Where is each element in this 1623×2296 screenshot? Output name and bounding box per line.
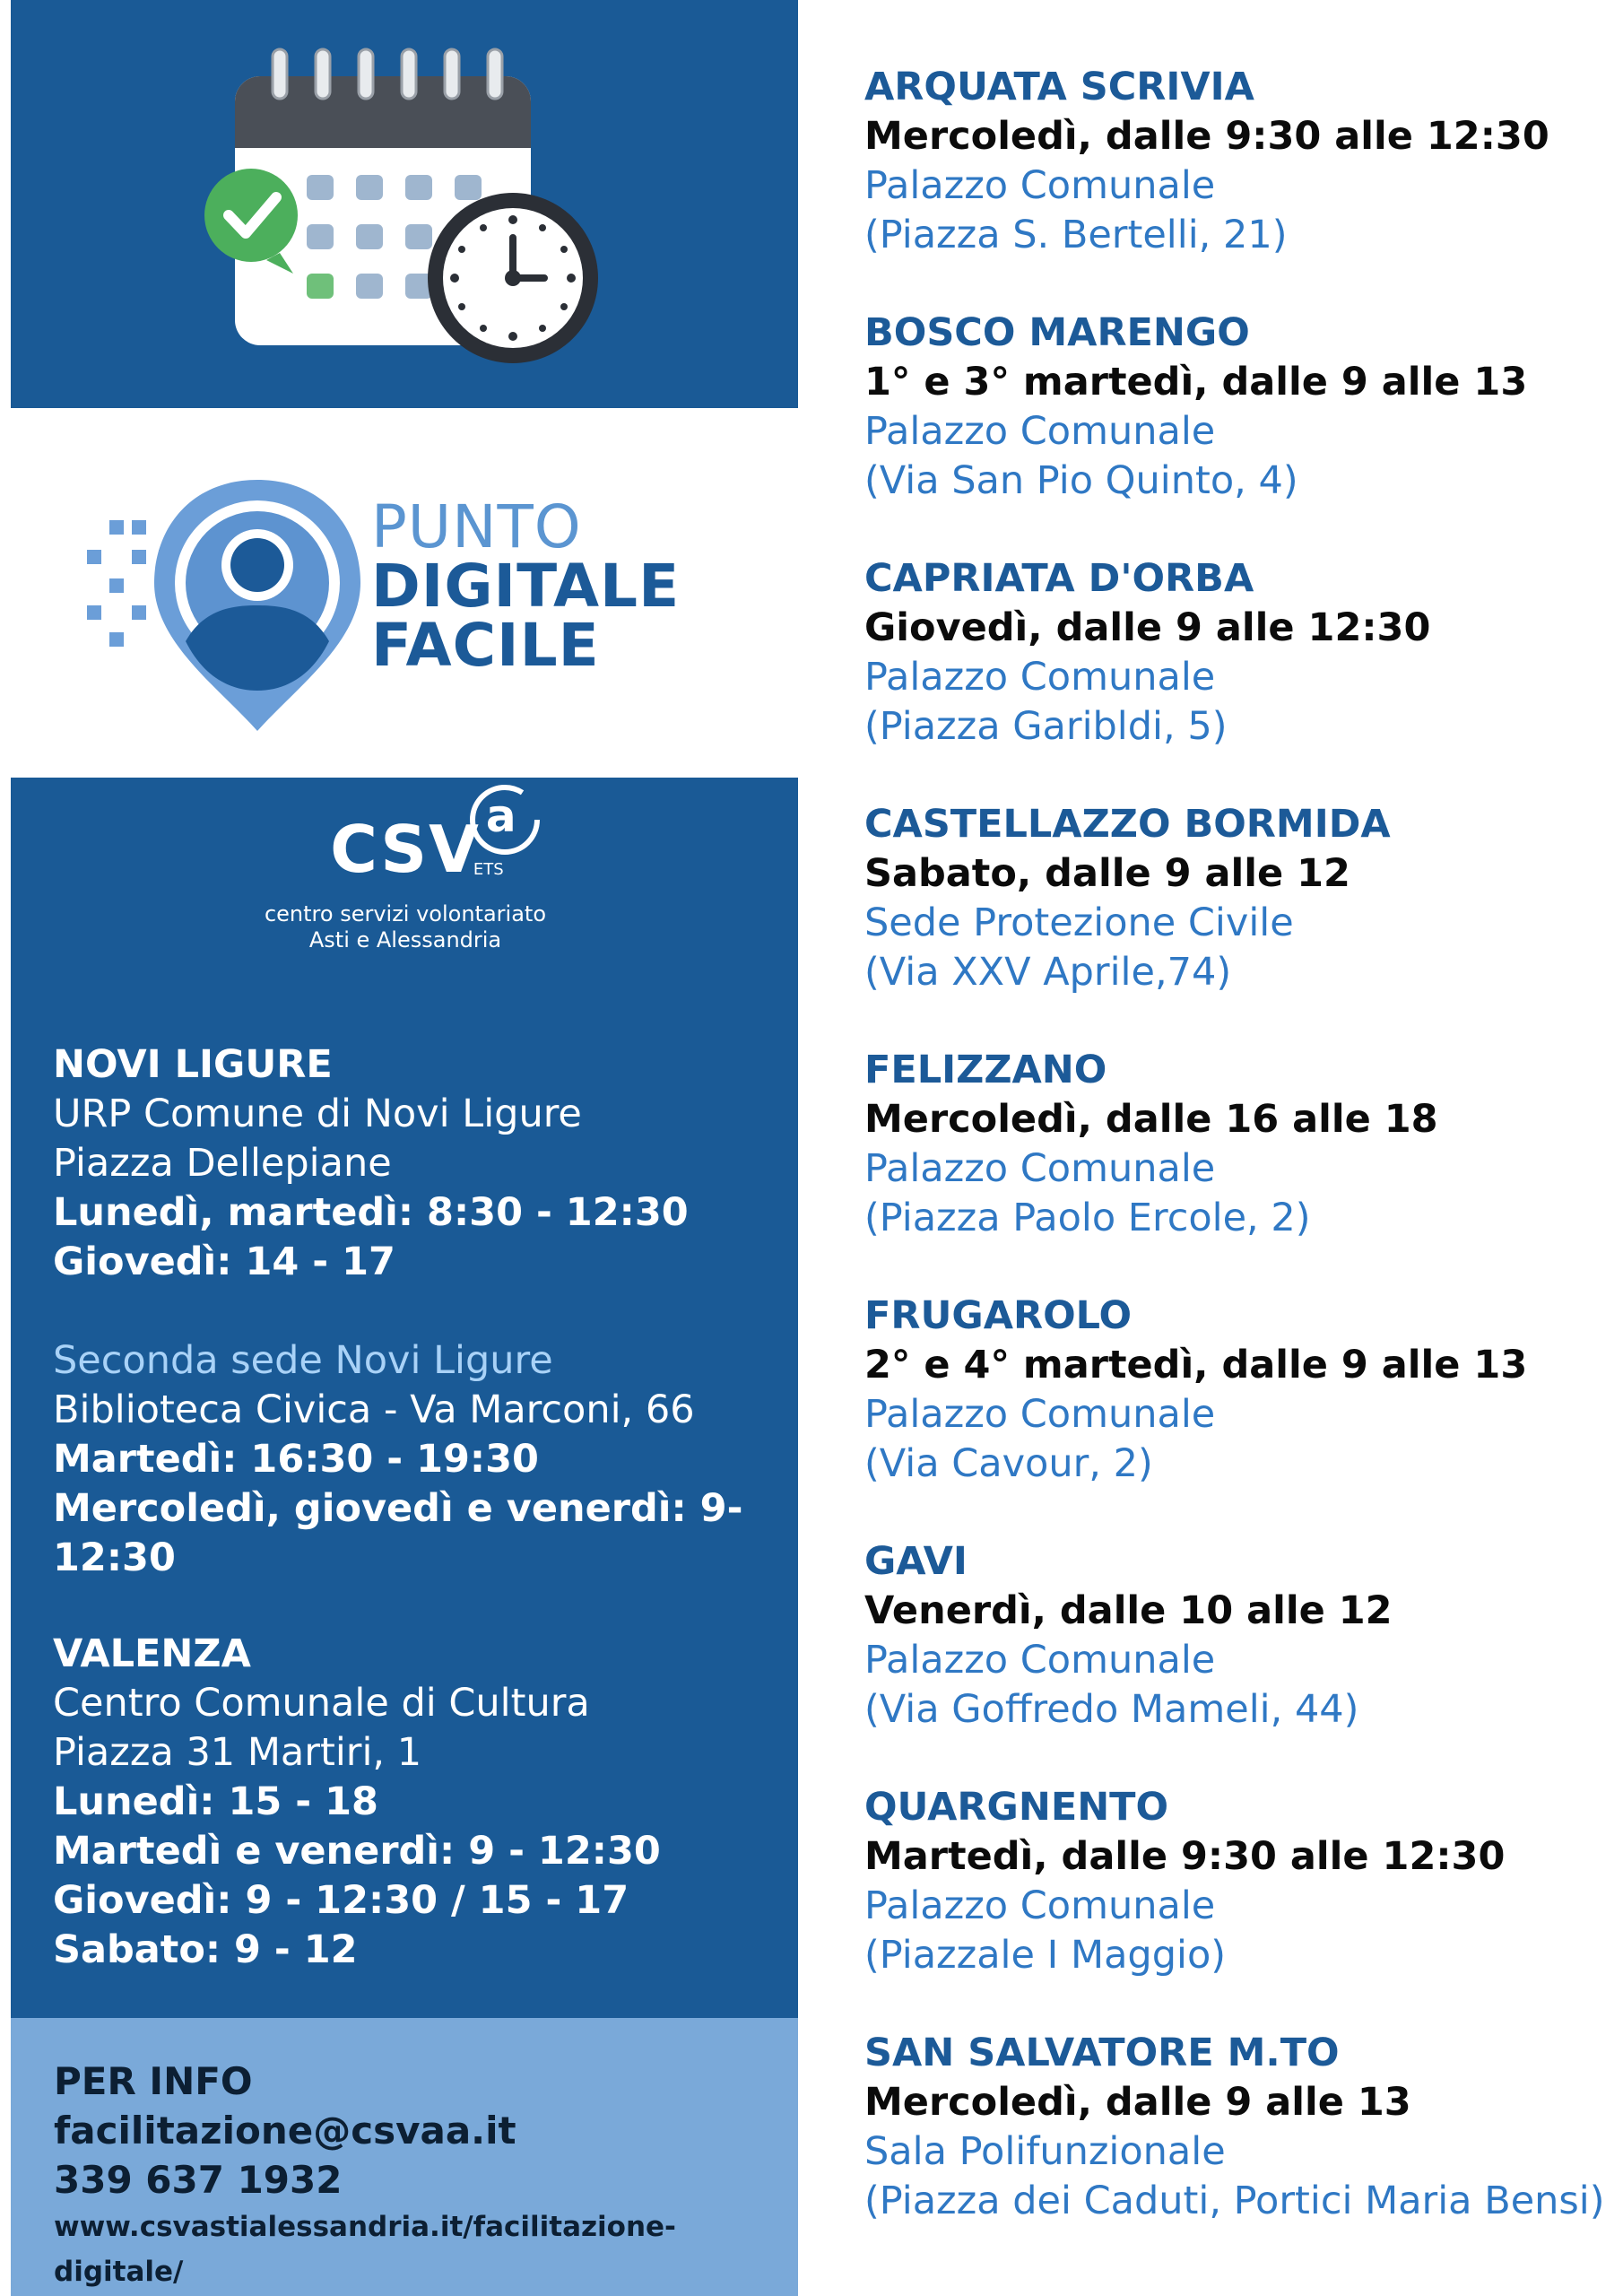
location-address: (Piazza Garibldi, 5) (864, 704, 1228, 749)
location-item (864, 554, 1609, 800)
csv-logo-mark: CSV (330, 812, 481, 887)
location-address: (Piazza dei Caduti, Portici Maria Bensi) (864, 2179, 1605, 2223)
location-time: Martedì, dalle 9:30 alle 12:30 (864, 1834, 1506, 1879)
info-title: PER INFO (54, 2059, 253, 2103)
calendar-panel (11, 0, 798, 408)
punto-digitale-facile-wordmark (371, 492, 681, 680)
valenza-addr: Piazza 31 Martiri, 1 (53, 1730, 422, 1775)
location-name: FRUGAROLO (864, 1293, 1133, 1338)
location-name: GAVI (864, 1539, 968, 1584)
location-item (864, 1046, 1609, 1292)
info-phone[interactable]: 339 637 1932 (54, 2158, 343, 2202)
info-url[interactable]: www.csvastialessandria.it/facilitazione-digitale/ (54, 2211, 676, 2288)
location-item (864, 63, 1609, 309)
info-email[interactable]: facilitazione@csvaa.it (54, 2109, 516, 2152)
csv-subtitle-2: Asti e Alessandria (308, 927, 502, 952)
novi-name: NOVI LIGURE (53, 1042, 333, 1087)
location-name: CASTELLAZZO BORMIDA (864, 802, 1391, 847)
novi-ligure-block (53, 1040, 798, 1583)
left-column (11, 0, 798, 2296)
csv-logo-ets: ETS (473, 860, 504, 879)
location-time: Mercoledì, dalle 16 alle 18 (864, 1097, 1438, 1142)
main-info-panel (11, 778, 798, 2018)
location-name: QUARGNENTO (864, 1785, 1169, 1830)
location-time: Sabato, dalle 9 alle 12 (864, 851, 1350, 896)
location-name: CAPRIATA D'ORBA (864, 556, 1254, 601)
location-place: Palazzo Comunale (864, 1146, 1216, 1191)
location-address: (Via San Pio Quinto, 4) (864, 458, 1298, 503)
novi-second-hours-2: Mercoledì, giovedì e venerdì: 9-12:30 (53, 1486, 743, 1580)
valenza-hours-3: Giovedì: 9 - 12:30 / 15 - 17 (53, 1878, 629, 1923)
location-place: Palazzo Comunale (864, 1883, 1216, 1928)
location-name: FELIZZANO (864, 1048, 1107, 1092)
location-place: Palazzo Comunale (864, 1392, 1216, 1437)
csv-subtitle-1: centro servizi volontariato (264, 901, 547, 926)
valenza-hours-4: Sabato: 9 - 12 (53, 1927, 358, 1972)
location-place: Sala Polifunzionale (864, 2129, 1226, 2174)
novi-addr: Piazza Dellepiane (53, 1141, 392, 1186)
location-place: Palazzo Comunale (864, 163, 1216, 208)
valenza-place: Centro Comunale di Cultura (53, 1681, 590, 1726)
location-item (864, 800, 1609, 1046)
location-time: Mercoledì, dalle 9 alle 13 (864, 2080, 1411, 2125)
novi-place: URP Comune di Novi Ligure (53, 1091, 582, 1136)
location-item (864, 309, 1609, 554)
location-item (864, 1292, 1609, 1537)
location-item (864, 1783, 1609, 2029)
novi-hours-1: Lunedì, martedì: 8:30 - 12:30 (53, 1190, 689, 1235)
wordmark-line-facile: FACILE (371, 611, 600, 680)
location-place: Palazzo Comunale (864, 409, 1216, 454)
location-address: (Via Cavour, 2) (864, 1441, 1153, 1486)
novi-second-hours-1: Martedì: 16:30 - 19:30 (53, 1437, 539, 1482)
location-time: 2° e 4° martedì, dalle 9 alle 13 (864, 1343, 1528, 1387)
valenza-name: VALENZA (53, 1631, 251, 1676)
wordmark-line-punto: PUNTO (371, 492, 582, 561)
novi-second-title: Seconda sede Novi Ligure (53, 1338, 553, 1383)
punto-digitale-logo (11, 408, 798, 778)
location-address: (Piazza Paolo Ercole, 2) (864, 1196, 1311, 1240)
location-name: ARQUATA SCRIVIA (864, 65, 1254, 109)
location-place: Palazzo Comunale (864, 655, 1216, 700)
calendar-check-clock-icon (11, 0, 798, 408)
location-name: BOSCO MARENGO (864, 310, 1250, 355)
novi-hours-2: Giovedì: 14 - 17 (53, 1239, 395, 1284)
location-place: Sede Protezione Civile (864, 900, 1294, 945)
location-address: (Piazza S. Bertelli, 21) (864, 213, 1288, 257)
csv-logo (217, 790, 594, 953)
location-address: (Piazzale I Maggio) (864, 1933, 1227, 1978)
location-item (864, 2029, 1609, 2274)
location-address: (Via XXV Aprile,74) (864, 950, 1232, 995)
location-time: Venerdì, dalle 10 alle 12 (864, 1588, 1393, 1633)
location-time: 1° e 3° martedì, dalle 9 alle 13 (864, 360, 1528, 404)
location-name: SAN SALVATORE M.TO (864, 2031, 1340, 2075)
info-block (54, 2057, 798, 2294)
wordmark-line-digitale: DIGITALE (371, 552, 681, 621)
location-place: Palazzo Comunale (864, 1638, 1216, 1683)
valenza-hours-2: Martedì e venerdì: 9 - 12:30 (53, 1829, 661, 1874)
valenza-block (53, 1630, 661, 1975)
location-time: Giovedì, dalle 9 alle 12:30 (864, 605, 1431, 650)
novi-second-place: Biblioteca Civica - Va Marconi, 66 (53, 1387, 695, 1432)
valenza-hours-1: Lunedì: 15 - 18 (53, 1779, 378, 1824)
location-item (864, 1537, 1609, 1783)
location-address: (Via Goffredo Mameli, 44) (864, 1687, 1359, 1732)
csv-logo-a: a (485, 790, 516, 842)
location-time: Mercoledì, dalle 9:30 alle 12:30 (864, 114, 1549, 159)
locations-list (864, 63, 1609, 2274)
